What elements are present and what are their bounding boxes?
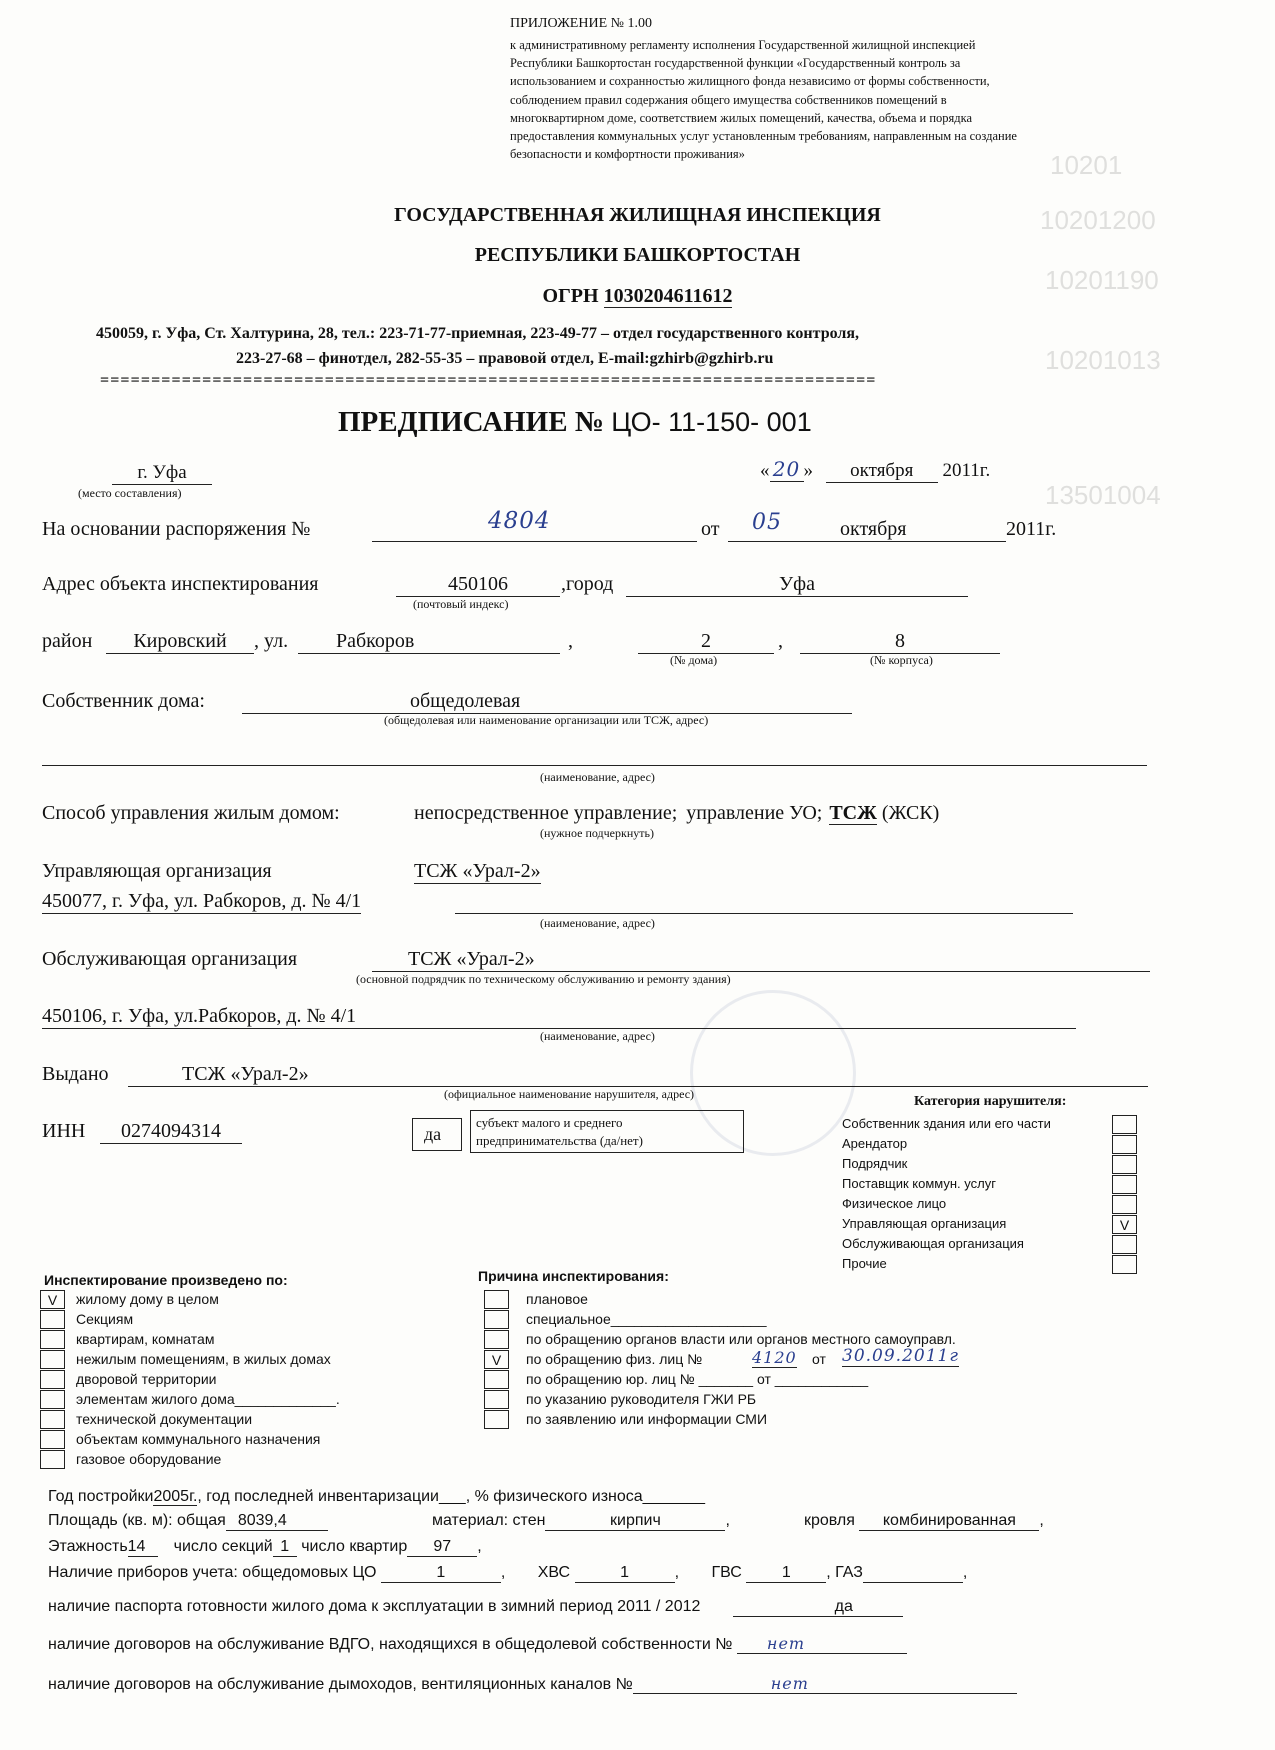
- mgmt-org-value: ТСЖ «Урал-2»: [414, 860, 541, 882]
- district-value: Кировский: [106, 630, 254, 654]
- order-month: октября: [840, 518, 907, 540]
- management-label: Способ управления жилым домом:: [42, 802, 340, 824]
- city-label: ,город: [561, 573, 614, 595]
- violator-category-checkbox: [1112, 1175, 1137, 1194]
- sme-text-2: предпринимательства (да/нет): [476, 1133, 643, 1148]
- floors-row: Этажность14 число секций 1 число квартир 97 ,: [48, 1538, 482, 1555]
- reason-checkbox: [484, 1410, 509, 1429]
- wall-value: кирпич: [545, 1512, 725, 1531]
- inspected-checkbox: [40, 1430, 65, 1449]
- house-value: 2: [638, 630, 774, 654]
- violator-category-label: Собственник здания или его части: [842, 1116, 1051, 1131]
- xvs-value: 1: [575, 1564, 675, 1583]
- reason-label: по обращению юр. лиц № _______ от ____________: [526, 1371, 869, 1387]
- floors-value: 14: [128, 1538, 158, 1557]
- violator-category-checkbox: [1112, 1155, 1137, 1174]
- area-value: 8039,4: [226, 1512, 328, 1531]
- appendix-line: многоквартирном доме, соответствием жилых помещений, качества, объема и порядка: [510, 110, 973, 125]
- city-value: Уфа: [626, 573, 968, 597]
- violator-category-label: Подрядчик: [842, 1156, 908, 1171]
- street-comma: ,: [568, 630, 573, 652]
- inspected-label: нежилым помещениям, в жилых домах: [76, 1351, 331, 1367]
- meters-row: Наличие приборов учета: общедомовых ЦО 1 , ХВС 1 , ГВС 1 , ГАЗ ,: [48, 1564, 968, 1581]
- inspected-label: газовое оборудование: [76, 1451, 222, 1467]
- appeal-number: 4120: [752, 1348, 797, 1367]
- inspected-label: объектам коммунального назначения: [76, 1431, 321, 1447]
- org-name-region: РЕСПУБЛИКИ БАШКОРТОСТАН: [474, 244, 801, 266]
- apts-value: 97: [407, 1538, 477, 1557]
- reason-title: Причина инспектирования:: [478, 1268, 669, 1284]
- org-name: ГОСУДАРСТВЕННАЯ ЖИЛИЩНАЯ ИНСПЕКЦИЯ: [394, 204, 881, 226]
- passport-label: наличие паспорта готовности жилого дома к эксплуатации в зимний период 2011 / 2012: [48, 1598, 701, 1615]
- reason-label: плановое: [526, 1291, 588, 1307]
- inspected-checkbox: [40, 1310, 65, 1329]
- violator-category-checkbox: V: [1112, 1215, 1137, 1234]
- wall-label: материал: стен: [432, 1512, 546, 1529]
- date-month: октября: [826, 460, 938, 483]
- reason-label: по указанию руководителя ГЖИ РБ: [526, 1391, 757, 1407]
- bleed-through-text: 10201013: [1045, 345, 1161, 375]
- service-org-caption2: (наименование, адрес): [540, 1029, 655, 1043]
- management-option-zhsk: (ЖСК): [881, 802, 940, 824]
- mgmt-org-label: Управляющая организация: [42, 860, 272, 882]
- gvs-value: 1: [746, 1564, 826, 1583]
- bleed-through-text: 10201190: [1045, 265, 1159, 295]
- inspected-label: квартирам, комнатам: [76, 1331, 215, 1347]
- chimney-value: нет: [633, 1674, 1017, 1694]
- reason-checkbox: [484, 1330, 509, 1349]
- violator-category-label: Поставщик коммун. услуг: [842, 1176, 996, 1191]
- reason-label: по обращению органов власти или органов местного самоуправл.: [526, 1331, 956, 1347]
- place-caption: (место составления): [78, 486, 182, 500]
- management-option-uo: управление УО;: [686, 802, 823, 824]
- inspected-checkbox: [40, 1370, 65, 1389]
- street-label: , ул.: [254, 630, 289, 652]
- bleed-through-text: 13501004: [1045, 480, 1161, 510]
- order-label: На основании распоряжения №: [42, 518, 311, 540]
- house-caption: (№ дома): [670, 653, 718, 667]
- inspected-checkbox: V: [40, 1290, 65, 1309]
- service-org-address: 450106, г. Уфа, ул.Рабкоров, д. № 4/1: [42, 1005, 1076, 1029]
- owner-caption: (общедолевая или наименование организации или ТСЖ, адрес): [384, 713, 709, 727]
- sections-value: 1: [273, 1538, 297, 1557]
- floors-label: Этажность: [48, 1538, 128, 1555]
- appeal-from: от: [812, 1351, 826, 1367]
- owner-label: Собственник дома:: [42, 690, 205, 712]
- inspected-label: жилому дому в целом: [76, 1291, 219, 1307]
- management-option-tszh: ТСЖ: [829, 802, 877, 824]
- inspected-label: технической документации: [76, 1411, 253, 1427]
- chimney-label: наличие договоров на обслуживание дымоходов, вентиляционных каналов №: [48, 1676, 633, 1693]
- appendix-title: ПРИЛОЖЕНИЕ № 1.00: [510, 16, 652, 31]
- inspected-checkbox: [40, 1450, 65, 1469]
- appendix-line: безопасности и комфортности проживания»: [510, 147, 745, 162]
- violator-category-checkbox: [1112, 1135, 1137, 1154]
- appendix-line: использованием и сохранностью жилищного фонда независимо от формы собственности,: [510, 74, 990, 89]
- document-number: ЦО- 11-150- 001: [611, 407, 812, 437]
- violator-category-label: Физическое лицо: [842, 1196, 947, 1211]
- gas-value-line: [863, 1564, 963, 1583]
- inspected-checkbox: [40, 1330, 65, 1349]
- inn-value: 0274094314: [100, 1120, 242, 1144]
- inventory-label: , год последней инвентаризации___, % физического износа_______: [197, 1488, 705, 1505]
- order-number-line: [372, 541, 697, 542]
- district-label: район: [42, 630, 93, 652]
- management-caption: (нужное подчеркнуть): [540, 826, 654, 840]
- address-label: Адрес объекта инспектирования: [42, 573, 319, 595]
- passport-value: да: [733, 1598, 903, 1617]
- owner-value: общедолевая: [242, 690, 852, 714]
- order-day: 05: [752, 510, 782, 535]
- reason-checkbox: [484, 1310, 509, 1329]
- roof-label: кровля: [804, 1512, 855, 1529]
- violator-category-checkbox: [1112, 1255, 1137, 1274]
- owner-extra-caption: (наименование, адрес): [540, 770, 655, 784]
- appendix-line: предоставления коммунальных услуг установленным требованиям, направленным на создание: [510, 129, 1017, 144]
- vdgo-label: наличие договоров на обслуживание ВДГО, находящихся в общедолевой собственности №: [48, 1636, 733, 1653]
- service-org-value: ТСЖ «Урал-2»: [372, 948, 1150, 972]
- roof-value: комбинированная: [859, 1512, 1039, 1531]
- inspected-label: элементам жилого дома_____________.: [76, 1391, 340, 1407]
- org-address: 450059, г. Уфа, Ст. Халтурина, 28, тел.: 223-71-77-приемная, 223-49-77 – отдел государственного контроля,: [96, 325, 860, 342]
- meters-label: Наличие приборов учета: общедомовых ЦО: [48, 1564, 377, 1581]
- order-number: 4804: [488, 508, 551, 534]
- document-date: [760, 457, 990, 483]
- reason-checkbox: V: [484, 1350, 509, 1369]
- inspected-label: Секциям: [76, 1311, 134, 1327]
- violator-category-title: Категория нарушителя:: [914, 1094, 1067, 1109]
- inspected-title: Инспектирование произведено по:: [44, 1272, 288, 1288]
- appendix-line: Республики Башкортостан государственной функции «Государственный контроль за: [510, 56, 961, 71]
- area-label: Площадь (кв. м): общая: [48, 1512, 226, 1529]
- document-title: [338, 406, 812, 439]
- order-year: 2011г.: [1006, 518, 1057, 540]
- xvs-label: ХВС: [537, 1564, 571, 1581]
- ogrn-value: 1030204611612: [603, 285, 733, 307]
- postcode-caption: (почтовый индекс): [413, 597, 509, 611]
- building-value: 8: [800, 630, 1000, 654]
- area-row: [48, 1512, 328, 1531]
- date-year: 2011г.: [942, 460, 991, 481]
- street-value: Рабкоров: [298, 630, 560, 654]
- issued-label: Выдано: [42, 1063, 109, 1085]
- appendix-line: соблюдением правил содержания общего имущества собственников помещений в: [510, 92, 947, 107]
- house-comma: ,: [778, 630, 783, 652]
- bleed-through-text: 10201: [1050, 150, 1123, 180]
- reason-label: по обращению физ. лиц №: [526, 1351, 703, 1367]
- inspected-checkbox: [40, 1410, 65, 1429]
- order-date-line: [728, 541, 1006, 542]
- reason-label: специальное____________________: [526, 1311, 767, 1327]
- mgmt-org-address: 450077, г. Уфа, ул. Рабкоров, д. № 4/1: [42, 890, 362, 912]
- build-year-label: Год постройки: [48, 1488, 154, 1505]
- owner-extra-line: [42, 765, 1147, 766]
- reason-checkbox: [484, 1290, 509, 1309]
- postcode-value: 450106: [396, 573, 560, 597]
- order-from-label: от: [701, 518, 720, 540]
- violator-category-checkbox: [1112, 1235, 1137, 1254]
- inspected-checkbox: [40, 1390, 65, 1409]
- violator-category-checkbox: [1112, 1195, 1137, 1214]
- apts-label: число квартир: [301, 1538, 408, 1555]
- chimney-row: [48, 1674, 1017, 1694]
- wall-row: материал: стен кирпич ,: [432, 1512, 730, 1529]
- violator-category-label: Арендатор: [842, 1136, 908, 1151]
- reason-checkbox: [484, 1390, 509, 1409]
- mgmt-org-caption: (наименование, адрес): [540, 916, 655, 930]
- appendix-line: к административному регламенту исполнения Государственной жилищной инспекцией: [510, 38, 976, 52]
- document-title-label: ПРЕДПИСАНИЕ №: [338, 406, 604, 438]
- vdgo-row: [48, 1634, 907, 1654]
- appeal-date: 30.09.2011г: [842, 1346, 959, 1366]
- violator-category-checkbox: [1112, 1115, 1137, 1134]
- reason-label: по заявлению или информации СМИ: [526, 1411, 768, 1427]
- gvs-label: ГВС: [711, 1564, 742, 1581]
- org-contacts: 223-27-68 – финотдел, 282-55-35 – правовой отдел, E-mail:gzhirb@gzhirb.ru: [236, 350, 774, 367]
- service-org-label: Обслуживающая организация: [42, 948, 298, 970]
- management-options: [414, 802, 939, 825]
- issued-caption: (официальное наименование нарушителя, адрес): [444, 1087, 695, 1101]
- appendix-text: [510, 36, 1017, 163]
- sections-label: число секций: [173, 1538, 273, 1555]
- roof-row: кровля комбинированная ,: [804, 1512, 1044, 1529]
- place-value: г. Уфа: [112, 462, 212, 485]
- bleed-through-text: 10201200: [1040, 205, 1156, 235]
- mgmt-org-address-line: [455, 913, 1073, 914]
- org-ogrn: [0, 285, 1275, 308]
- gas-label: , ГАЗ: [826, 1564, 863, 1581]
- build-year-value: 2005г.: [153, 1488, 198, 1505]
- service-org-caption: (основной подрядчик по техническому обслуживанию и ремонту здания): [356, 972, 731, 986]
- issued-value: ТСЖ «Урал-2»: [128, 1063, 1148, 1087]
- inn-label: ИНН: [42, 1120, 86, 1142]
- violator-category-label: Управляющая организация: [842, 1216, 1007, 1231]
- sme-value: да: [424, 1124, 442, 1144]
- date-quote-open: «: [760, 460, 770, 481]
- violator-category-label: Обслуживающая организация: [842, 1236, 1024, 1251]
- date-quote-close: »: [803, 460, 813, 481]
- vdgo-value: нет: [737, 1634, 907, 1654]
- passport-row: [48, 1598, 903, 1617]
- co-value: 1: [381, 1564, 501, 1583]
- violator-category-label: Прочие: [842, 1256, 887, 1271]
- inspected-checkbox: [40, 1350, 65, 1369]
- sme-text-1: субъект малого и среднего: [476, 1115, 623, 1130]
- ogrn-label: ОГРН: [542, 285, 599, 307]
- reason-checkbox: [484, 1370, 509, 1389]
- inspected-label: дворовой территории: [76, 1371, 217, 1387]
- date-day: 20: [770, 457, 804, 482]
- management-option-direct: непосредственное управление;: [414, 802, 678, 824]
- building-caption: (№ корпуса): [870, 653, 933, 667]
- header-separator: ============================================================================: [100, 372, 877, 389]
- build-year-row: [48, 1488, 705, 1506]
